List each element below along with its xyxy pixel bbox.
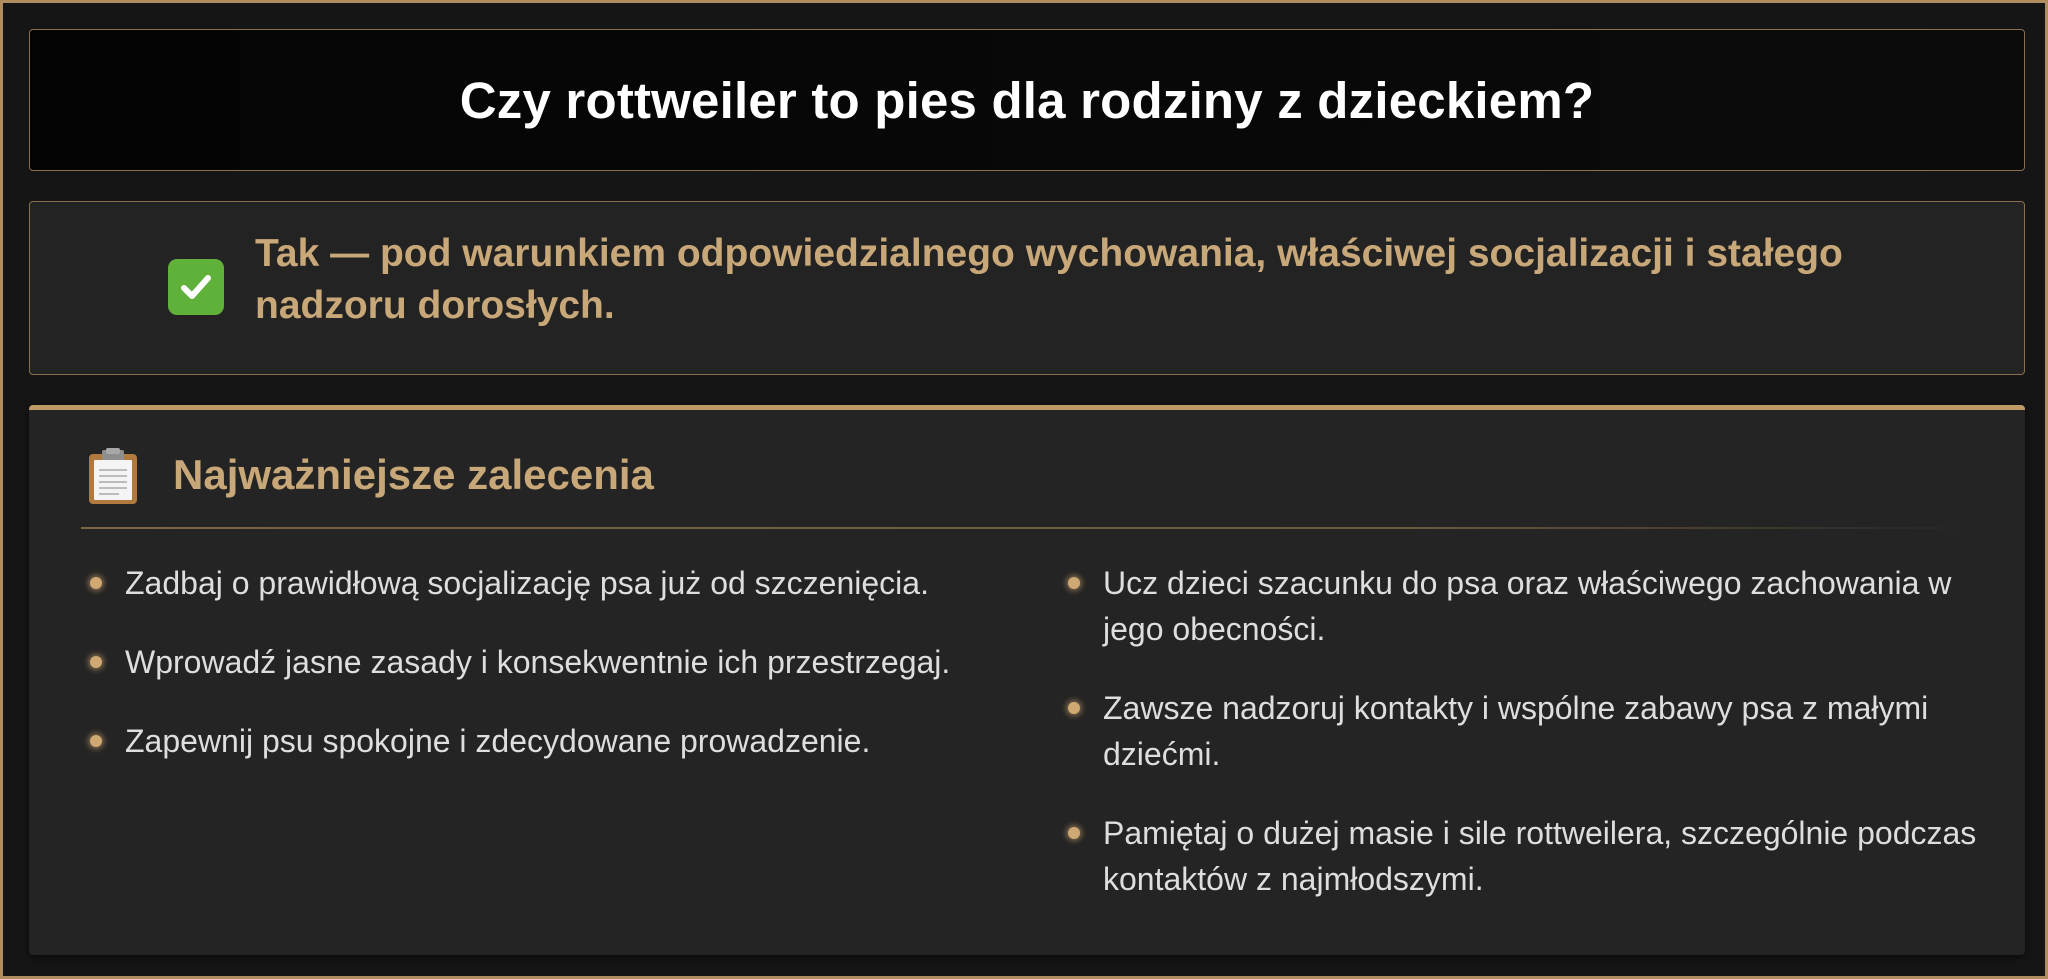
list-item	[1059, 560, 1989, 652]
recommendations-list-right	[1059, 560, 1989, 935]
bullet-dot-icon	[1068, 577, 1080, 589]
list-item	[1059, 810, 1989, 902]
bullet-dot-icon	[90, 577, 102, 589]
list-item	[81, 639, 1021, 685]
list-item-text: Zawsze nadzoruj kontakty i wspólne zabawy psa z małymi dziećmi.	[1103, 690, 1929, 772]
bullet-dot-icon	[1068, 702, 1080, 714]
bullet-dot-icon	[90, 735, 102, 747]
recommendations-list-left	[81, 560, 1021, 797]
title-banner	[29, 29, 2025, 171]
divider	[81, 527, 1973, 529]
bullet-dot-icon	[90, 656, 102, 668]
list-item-text: Ucz dzieci szacunku do psa oraz właściwego zachowania w jego obecności.	[1103, 565, 1952, 647]
panel-title: Najważniejsze zalecenia	[173, 451, 654, 498]
list-item-text: Zadbaj o prawidłową socjalizację psa już od szczenięcia.	[125, 565, 929, 601]
list-item	[81, 560, 1021, 606]
list-item	[81, 718, 1021, 764]
list-item-text: Pamiętaj o dużej masie i sile rottweilera, szczególnie podczas kontaktów z najmłodszymi.	[1103, 815, 1977, 897]
list-item	[1059, 685, 1989, 777]
page-title: Czy rottweiler to pies dla rodziny z dzieckiem?	[459, 71, 1595, 129]
check-mark-icon	[168, 259, 224, 315]
clipboard-icon	[87, 448, 139, 506]
recommendations-panel	[29, 405, 2025, 955]
list-item-text: Zapewnij psu spokojne i zdecydowane prowadzenie.	[125, 723, 871, 759]
bullet-dot-icon	[1068, 827, 1080, 839]
answer-box	[29, 201, 2025, 375]
answer-text: Tak — pod warunkiem odpowiedzialnego wychowania, właściwej socjalizacji i stałego nadzoru dorosłych.	[255, 232, 1843, 327]
list-item-text: Wprowadź jasne zasady i konsekwentnie ich przestrzegaj.	[125, 644, 951, 680]
